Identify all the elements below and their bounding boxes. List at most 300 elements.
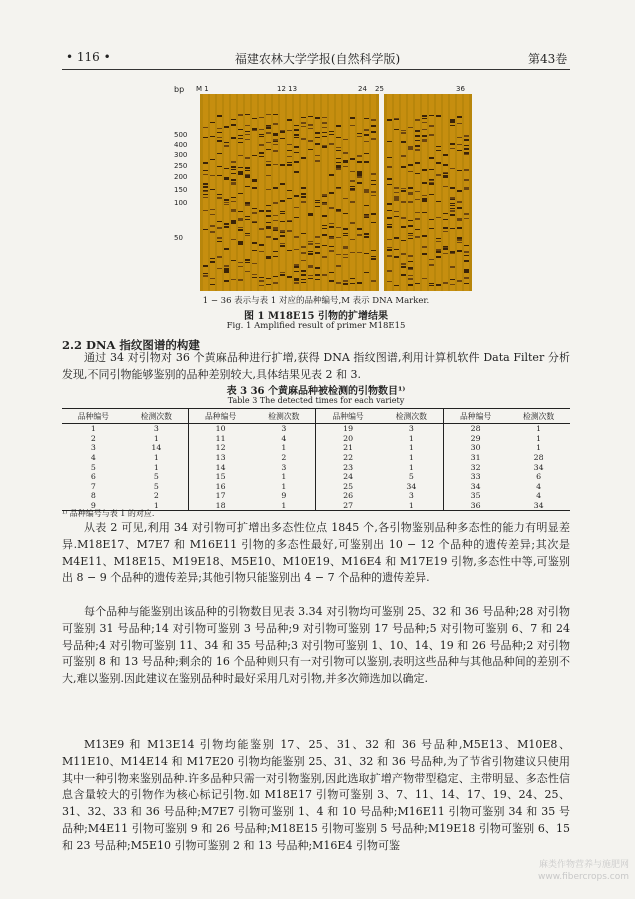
gel-band [266,132,271,134]
gel-band [238,279,243,281]
gel-band [350,125,355,126]
gel-band [203,210,208,211]
figure-note: 1 − 36 表示与表 1 对应的品种编号,M 表示 DNA Marker. [202,296,430,306]
gel-band [322,196,327,197]
gel-band [259,117,264,118]
gel-band [357,173,362,174]
gel-band [217,221,222,222]
gel-band [231,209,236,211]
gel-band [422,182,427,183]
gel-band [238,114,243,116]
gel-band [387,239,392,240]
gel-band [287,230,292,232]
gel-band [408,146,413,148]
gel-band [387,250,392,251]
gel-lane [266,94,271,291]
gel-band [443,172,448,173]
gel-band [443,227,448,229]
gel-band [429,228,434,229]
gel-lane [336,94,341,291]
gel-band [350,188,355,190]
gel-band [394,237,399,239]
gel-band [294,271,299,272]
gel-band [238,211,243,212]
gel-band [336,227,341,228]
gel-band [457,239,462,241]
gel-band [315,155,320,156]
header-rule [62,69,570,70]
variety-number-cell: 8 [90,491,96,501]
gel-band [329,280,334,282]
gel-band [210,225,215,227]
gel-band [329,226,334,228]
gel-band [210,189,215,190]
gel-band [238,262,243,263]
gel-band [224,199,229,201]
variety-number-cell: 19 [316,424,380,434]
gel-band [329,272,334,273]
gel-band [315,200,320,201]
gel-band [280,245,285,247]
gel-band [336,237,341,238]
gel-band [238,135,243,136]
variety-number-cell: 27 [316,501,380,511]
gel-band [450,187,455,189]
gel-band [217,137,222,138]
gel-band [294,129,299,131]
gel-band [464,269,469,271]
gel-band [329,134,334,135]
gel-band [294,280,299,281]
col-times: 检测次数 [125,409,189,424]
gel-band [371,125,376,127]
gel-band [280,235,285,237]
gel-band [401,166,406,168]
gel-band [364,191,369,193]
gel-band [429,194,434,195]
gel-band [450,121,455,122]
gel-band [280,183,285,185]
gel-band [252,179,257,180]
gel-band [203,186,208,188]
variety-number-cell: 4 [90,453,96,463]
gel-band [217,194,222,195]
gel-band [343,257,348,258]
gel-band [217,175,222,176]
gel-band [287,198,292,199]
gel-band [443,213,448,214]
gel-lane [245,94,250,291]
gel-band [322,203,327,205]
gel-band [371,281,376,282]
gel-band [408,201,413,203]
gel-band [357,155,362,157]
gel-band [273,238,278,240]
gel-band [387,203,392,205]
gel-band [238,229,243,231]
gel-band [422,195,427,196]
gel-band [429,125,434,127]
gel-band [408,194,413,195]
gel-band [357,228,362,230]
gel-band [387,210,392,211]
gel-lane [443,94,448,291]
gel-band [301,270,306,272]
gel-band [329,246,334,247]
gel-band [364,236,369,238]
gel-band [464,245,469,246]
gel-band [371,222,376,223]
gel-band [415,229,420,230]
gel-band [371,280,376,281]
detected-times-cell: 3 [408,491,414,501]
gel-band [287,164,292,166]
gel-band [315,246,320,248]
gel-band [364,217,369,218]
gel-band [371,131,376,132]
gel-band [238,155,243,156]
gel-band [301,157,306,159]
detected-times-cell: 1 [536,424,542,434]
gel-band [457,137,462,138]
gel-band [217,153,222,154]
gel-band [415,140,420,141]
gel-band [343,166,348,167]
gel-band [450,205,455,206]
gel-band [287,150,292,151]
gel-band [308,140,313,142]
gel-band [203,265,208,267]
gel-band [394,285,399,286]
gel-band [443,186,448,187]
gel-band [336,254,341,255]
gel-band [273,139,278,141]
gel-band [329,250,334,252]
gel-band [343,235,348,236]
gel-band [464,145,469,146]
gel-band [408,275,413,276]
gel-band [394,192,399,193]
gel-band [415,283,420,284]
gel-band [217,237,222,239]
gel-band [415,145,420,147]
gel-band [245,204,250,206]
gel-band [273,123,278,125]
gel-band [457,170,462,171]
gel-band [217,132,222,133]
gel-image [200,94,472,291]
gel-band [287,250,292,251]
gel-band [401,274,406,275]
gel-band [457,123,462,124]
gel-band [322,225,327,226]
gel-band [238,227,243,228]
col-times: 检测次数 [380,409,444,424]
gel-band [429,283,434,284]
gel-band [231,179,236,181]
gel-band [429,157,434,159]
gel-band [401,240,406,241]
gel-band [415,130,420,132]
gel-band [245,259,250,261]
gel-band [238,142,243,143]
bp-tick: 300 [174,151,188,159]
gel-band [238,243,243,245]
gel-band [450,214,455,216]
gel-band [315,267,320,269]
gel-band [287,156,292,157]
gel-lane [343,94,348,291]
gel-lane [259,94,264,291]
variety-number-cell: 21 [316,443,380,453]
gel-band [273,133,278,135]
col-variety: 品种编号 [188,409,252,424]
gel-band [203,137,208,138]
gel-band [387,119,392,121]
gel-band [387,281,392,282]
paragraph-3: 每个品种与能鉴别出该品种的引物数目见表 3.34 对引物均可鉴别 25、32 和 36 号品种;28 对引物可鉴别 31 号品种;14 对引物可鉴别 3 号品种;9 对引物可鉴别 17 号品种;5 对引物可鉴别 6、7 和 24 号品种;4 对引物可鉴别 11、34 和 35 号品种;3 对引物可鉴别 1、10、14、19 和 26 号品种;2 对引物可鉴别 8 和 13 号品种;剩余的 16 个品种则只有一对引物可以鉴别,表明这些品种与其他品种间的差别不大,难以鉴别.因此建议在鉴别品种时最好采用几对引物,并多次筛选加以确定. [62,605,570,686]
gel-lane [408,94,413,291]
gel-band [464,283,469,284]
gel-band [336,147,341,148]
gel-band [294,171,299,173]
gel-band [357,234,362,236]
detected-times-cell: 1 [153,433,159,443]
gel-band [408,238,413,239]
gel-band [203,229,208,230]
gel-lane [231,94,236,291]
gel-band [408,225,413,227]
gel-band [322,146,327,148]
gel-band [364,233,369,235]
col-times: 检测次数 [252,409,316,424]
gel-lane [294,94,299,291]
gel-band [364,162,369,163]
gel-band [343,280,348,282]
detected-times-cell: 1 [153,453,159,463]
gel-band [301,196,306,198]
table-row [62,491,570,501]
detected-times-cell: 2 [281,453,287,463]
gel-band [371,180,376,181]
gel-band [280,232,285,233]
gel-band [231,211,236,212]
gel-band [329,223,334,224]
gel-lane [203,94,208,291]
gel-band [357,182,362,184]
gel-band [436,162,441,164]
gel-band [245,157,250,159]
gel-band [371,184,376,185]
gel-band [401,263,406,265]
gel-band [387,224,392,225]
gel-band [450,210,455,212]
gel-band [415,218,420,220]
detected-times-cell: 9 [281,491,287,501]
gel-band [464,255,469,256]
detected-times-cell: 4 [536,491,542,501]
gel-band [266,284,271,285]
gel-band [336,125,341,127]
detected-times-cell: 1 [536,433,542,443]
variety-number-cell: 28 [443,424,507,434]
gel-band [436,284,441,286]
gel-lane [429,94,434,291]
gel-band [301,122,306,124]
gel-band [266,142,271,143]
gel-band [343,213,348,214]
detected-times-cell: 1 [281,443,287,453]
gel-band [429,285,434,286]
gel-band [364,214,369,215]
gel-band [252,212,257,214]
gel-band [315,132,320,134]
gel-band [464,148,469,150]
gel-band [457,201,462,203]
gel-band [408,127,413,128]
gel-band [273,202,278,204]
gel-band [415,237,420,238]
gel-band [315,236,320,238]
gel-band [450,125,455,126]
gel-band [266,215,271,216]
gel-band [231,201,236,202]
gel-band [394,199,399,201]
gel-band [280,274,285,276]
gel-band [315,243,320,244]
gel-band [364,118,369,119]
variety-number-cell: 5 [90,462,96,472]
bp-tick: 500 [174,131,188,139]
gel-band [336,188,341,189]
gel-band [371,195,376,196]
gel-band [294,264,299,266]
gel-band [394,256,399,258]
detected-times-cell: 3 [153,424,159,434]
gel-band [322,274,327,276]
gel-band [457,220,462,221]
gel-band [357,282,362,284]
gel-band [245,125,250,126]
gel-lane [457,94,462,291]
gel-band [210,136,215,137]
detected-times-cell: 5 [408,472,414,482]
gel-band [231,220,236,222]
gel-band [224,168,229,169]
gel-figure [172,82,472,292]
gel-band [273,220,278,221]
col-times: 检测次数 [507,409,570,424]
gel-band [322,215,327,217]
gel-band [364,161,369,162]
gel-band [408,235,413,236]
gel-band [457,242,462,243]
gel-band [401,130,406,131]
gel-band [266,189,271,190]
gel-band [224,248,229,250]
gel-band [259,280,264,282]
gel-band [394,197,399,199]
gel-band [464,169,469,171]
detected-times-cell: 3 [281,424,287,434]
detected-times-cell: 5 [153,472,159,482]
gel-band [350,180,355,182]
gel-band [308,214,313,216]
table-row [62,472,570,482]
gel-band [329,131,334,132]
gel-band [364,134,369,136]
watermark-line-2: www.fibercrops.com [538,872,629,882]
gel-band [343,228,348,230]
gel-band [401,253,406,255]
gel-band [443,246,448,247]
gel-band [245,139,250,140]
gel-band [350,190,355,191]
gel-band [436,238,441,239]
gel-band [224,126,229,128]
detected-times-cell: 1 [408,433,414,443]
gel-band [224,271,229,273]
gel-band [457,144,462,145]
gel-band [252,242,257,244]
gel-band [259,228,264,230]
gel-band [252,180,257,182]
gel-band [322,202,327,203]
gel-band [408,220,413,221]
gel-band [273,141,278,142]
detected-times-cell: 1 [408,443,414,453]
gel-band [210,175,215,176]
gel-band [273,144,278,145]
gel-lane [273,94,278,291]
gel-band [322,117,327,118]
gel-band [231,137,236,139]
gel-band [252,208,257,209]
table-row [62,434,570,444]
gel-lane [387,94,392,291]
gel-band [408,261,413,262]
gel-band [357,133,362,134]
detected-times-cell: 1 [125,501,189,511]
gel-band [450,122,455,123]
gel-band [273,150,278,152]
gel-band [422,118,427,119]
gel-band [350,158,355,160]
gel-band [322,122,327,124]
watermark-line-1: 麻类作物营养与施肥网 [538,860,629,870]
section-heading: 2.2 DNA 指纹图谱的构建 [62,338,200,352]
gel-band [217,115,222,117]
detected-times-cell: 1 [281,481,287,491]
gel-band [210,284,215,285]
gel-band [322,132,327,133]
gel-band [422,246,427,248]
variety-number-cell: 1 [90,424,96,434]
gel-band [436,241,441,242]
gel-band [280,211,285,212]
gel-band [401,155,406,157]
gel-band [273,229,278,230]
gel-band [457,227,462,229]
gel-lane [217,94,222,291]
variety-number-cell: 2 [90,433,96,443]
gel-lane [224,94,229,291]
figure-title-cn: 图 1 M18E15 引物的扩增结果 [244,311,388,322]
gel-band [450,251,455,253]
variety-number-cell: 32 [443,462,507,472]
gel-band [343,160,348,161]
gel-band [329,174,334,176]
